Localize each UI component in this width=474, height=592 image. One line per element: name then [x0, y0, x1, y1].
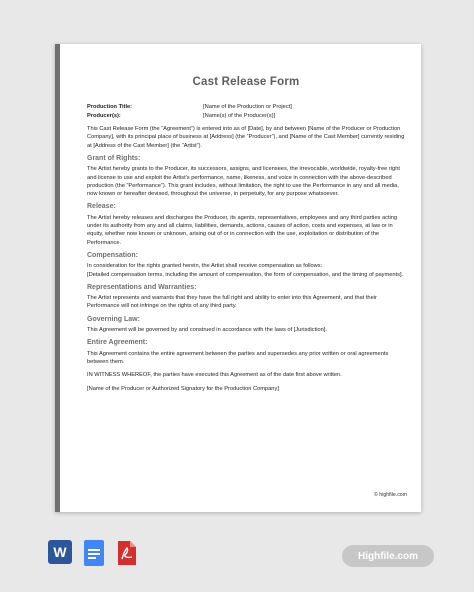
- word-icon-letter: W: [53, 544, 67, 560]
- copyright-footer: © highfile.com: [374, 492, 407, 498]
- section-heading-entire-agreement: Entire Agreement:: [87, 339, 148, 347]
- google-docs-icon[interactable]: [84, 540, 104, 566]
- document-title: Cast Release Form: [192, 76, 300, 88]
- field-producers: [87, 112, 405, 120]
- document-page: [55, 44, 421, 512]
- field-label: Production Title:: [87, 104, 133, 111]
- witness-paragraph: IN WITNESS WHEREOF, the parties have executed this Agreement as of the date first above written.: [87, 372, 342, 379]
- document-content: [87, 78, 405, 393]
- field-label: Producer(s):: [87, 112, 121, 119]
- page-accent-bar: [55, 44, 60, 512]
- intro-paragraph: This Cast Release Form (the “Agreement”) is entered into as of [Date], by and between [Name of the Producer or Production Company], with its principal place of business at [Address] (the “Producer”), and [Name of the Cast Member] currently residing at [Address of the Cast Member] (the “Artist”).: [87, 126, 405, 149]
- pdf-icon[interactable]: [116, 540, 138, 566]
- brand-badge: Highfile.com: [342, 545, 434, 567]
- section-heading-compensation: Compensation:: [87, 251, 138, 259]
- section-heading-grant: Grant of Rights:: [87, 155, 141, 162]
- section-paragraph: The Artist represents and warrants that they have the full right and ability to enter into this Agreement, and that their Performance will not infringe on the rights of any third party.: [87, 295, 377, 310]
- signatory-paragraph: [Name of the Producer or Authorized Signatory for the Production Company]: [87, 385, 279, 392]
- field-value: [Name of the Production or Project]: [203, 104, 292, 111]
- section-paragraph: The Artist hereby grants to the Producer, its successors, assigns, and licensees, the irrevocable, worldwide, royalty-free right and license to use and exploit the Artist’s performance, name, likeness, and voice in connection with the above-described production (the “Performance”). This grant includes, without limitation, the right to use the Performance in any and all media, now known or hereafter devised, throughout the universe, in perpetuity, for any purpose whatsoever.: [87, 166, 400, 198]
- format-icons: [48, 540, 138, 566]
- section-heading-governing-law: Governing Law:: [87, 315, 140, 323]
- section-paragraph: This Agreement contains the entire agreement between the parties and supersedes any prior written or oral agreements between them.: [87, 350, 389, 365]
- section-heading-representations: Representations and Warranties:: [87, 283, 197, 291]
- section-paragraph: The Artist hereby releases and discharges the Producer, its agents, representatives, employees and any third parties acting under its authority from any and all claims, liabilities, demands, actions, causes of action, costs and expenses, at law or in equity, whether now known or unknown, arising out of or in connection with the use, exploitation or distribution of the Performance.: [87, 214, 398, 246]
- section-paragraph: In consideration for the rights granted herein, the Artist shall receive compensation as follows:: [87, 263, 323, 270]
- field-value: [Name(s) of the Producer(s)]: [203, 112, 276, 119]
- section-paragraph: [Detailed compensation terms, including the amount of compensation, the form of compensation, and the timing of payments].: [87, 271, 404, 278]
- word-icon[interactable]: [48, 540, 72, 564]
- field-production-title: [87, 103, 405, 111]
- section-paragraph: This Agreement will be governed by and construed in accordance with the laws of [Jurisdiction].: [87, 327, 327, 334]
- section-heading-release: Release:: [87, 203, 116, 211]
